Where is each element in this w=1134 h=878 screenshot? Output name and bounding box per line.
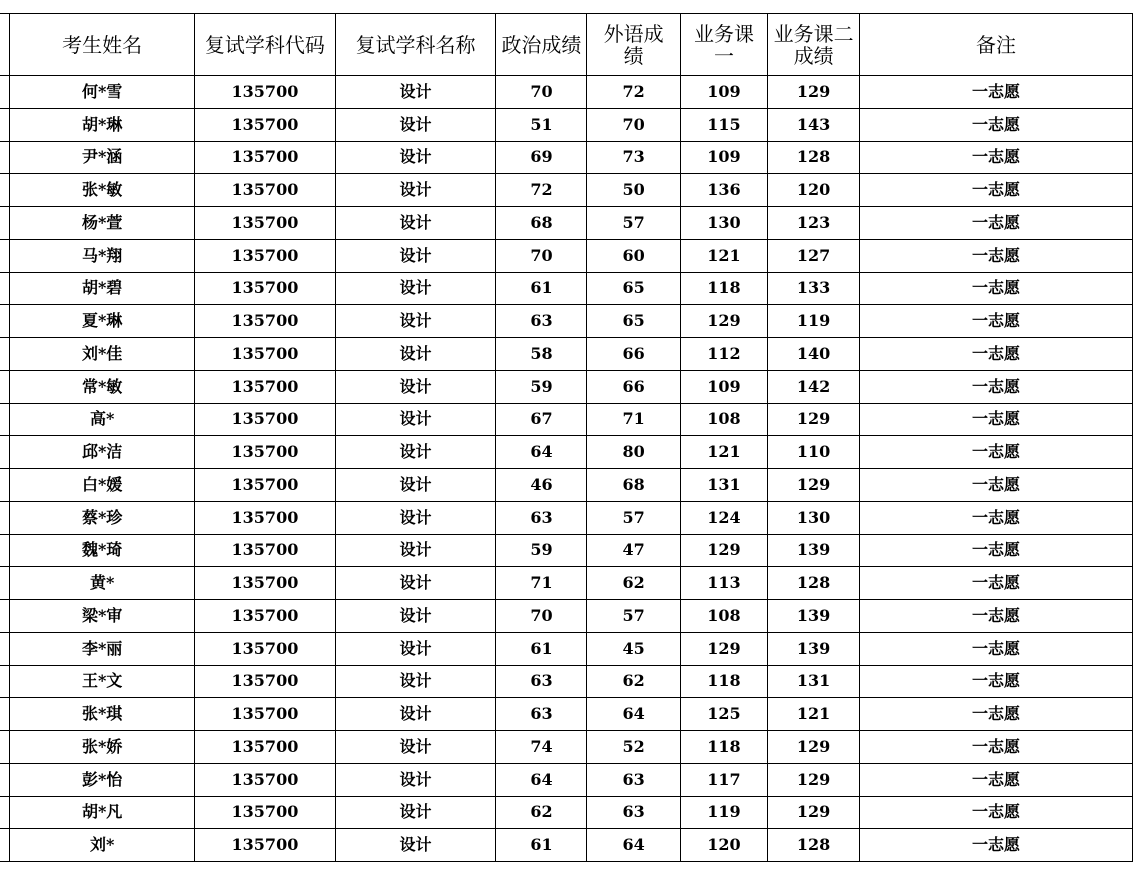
- cell-course-one: 109: [680, 76, 767, 109]
- header-course-two: 业务课二成绩: [768, 14, 860, 76]
- cell-subject-code: 135700: [195, 76, 335, 109]
- cell-course-one: 121: [680, 436, 767, 469]
- cell-name: 张*琪: [10, 698, 195, 731]
- cell-foreign-language: 57: [587, 501, 680, 534]
- table-row: [0, 141, 1133, 174]
- cell-course-one: 129: [680, 632, 767, 665]
- cell-politics: 59: [496, 534, 587, 567]
- cell-subject-name: 设计: [335, 76, 496, 109]
- cell-politics: 59: [496, 370, 587, 403]
- cell-blank: [0, 239, 10, 272]
- cell-blank: [0, 501, 10, 534]
- cell-politics: 63: [496, 305, 587, 338]
- cell-remark: 一志愿: [860, 76, 1133, 109]
- cell-course-two: 143: [768, 108, 860, 141]
- cell-politics: 58: [496, 338, 587, 371]
- cell-name: 杨*萱: [10, 207, 195, 240]
- cell-remark: 一志愿: [860, 600, 1133, 633]
- score-table: [0, 13, 1133, 862]
- cell-name: 胡*碧: [10, 272, 195, 305]
- table-row: [0, 108, 1133, 141]
- cell-course-one: 118: [680, 272, 767, 305]
- cell-subject-name: 设计: [335, 207, 496, 240]
- cell-politics: 72: [496, 174, 587, 207]
- cell-foreign-language: 47: [587, 534, 680, 567]
- cell-remark: 一志愿: [860, 403, 1133, 436]
- header-row: [0, 14, 1133, 76]
- cell-politics: 70: [496, 239, 587, 272]
- cell-foreign-language: 50: [587, 174, 680, 207]
- cell-remark: 一志愿: [860, 272, 1133, 305]
- cell-course-two: 128: [768, 141, 860, 174]
- table-row: [0, 698, 1133, 731]
- table-row: [0, 239, 1133, 272]
- cell-subject-name: 设计: [335, 763, 496, 796]
- cell-politics: 68: [496, 207, 587, 240]
- cell-politics: 70: [496, 600, 587, 633]
- cell-subject-code: 135700: [195, 698, 335, 731]
- cell-course-two: 127: [768, 239, 860, 272]
- cell-remark: 一志愿: [860, 436, 1133, 469]
- cell-subject-name: 设计: [335, 501, 496, 534]
- cell-foreign-language: 60: [587, 239, 680, 272]
- cell-subject-name: 设计: [335, 370, 496, 403]
- table-row: [0, 207, 1133, 240]
- cell-course-two: 142: [768, 370, 860, 403]
- cell-subject-name: 设计: [335, 108, 496, 141]
- cell-politics: 61: [496, 632, 587, 665]
- cell-politics: 64: [496, 436, 587, 469]
- table-row: [0, 632, 1133, 665]
- table-row: [0, 338, 1133, 371]
- cell-course-one: 124: [680, 501, 767, 534]
- cell-subject-code: 135700: [195, 600, 335, 633]
- cell-subject-name: 设计: [335, 403, 496, 436]
- table-row: [0, 76, 1133, 109]
- cell-subject-code: 135700: [195, 731, 335, 764]
- cell-course-two: 128: [768, 567, 860, 600]
- cell-remark: 一志愿: [860, 141, 1133, 174]
- cell-subject-name: 设计: [335, 239, 496, 272]
- cell-remark: 一志愿: [860, 763, 1133, 796]
- cell-course-one: 109: [680, 141, 767, 174]
- cell-subject-code: 135700: [195, 141, 335, 174]
- cell-foreign-language: 72: [587, 76, 680, 109]
- cell-remark: 一志愿: [860, 501, 1133, 534]
- table-row: [0, 567, 1133, 600]
- cell-course-one: 130: [680, 207, 767, 240]
- cell-subject-code: 135700: [195, 763, 335, 796]
- cell-course-one: 131: [680, 469, 767, 502]
- cell-subject-code: 135700: [195, 338, 335, 371]
- cell-name: 常*敏: [10, 370, 195, 403]
- cell-remark: 一志愿: [860, 665, 1133, 698]
- cell-blank: [0, 305, 10, 338]
- cell-course-one: 118: [680, 731, 767, 764]
- cell-subject-name: 设计: [335, 829, 496, 862]
- cell-course-one: 119: [680, 796, 767, 829]
- cell-course-one: 108: [680, 600, 767, 633]
- cell-subject-code: 135700: [195, 501, 335, 534]
- header-politics: 政治成绩: [496, 14, 587, 76]
- cell-subject-code: 135700: [195, 108, 335, 141]
- cell-subject-name: 设计: [335, 632, 496, 665]
- table-row: [0, 829, 1133, 862]
- cell-name: 黄*: [10, 567, 195, 600]
- cell-subject-code: 135700: [195, 567, 335, 600]
- table-row: [0, 763, 1133, 796]
- table-row: [0, 436, 1133, 469]
- cell-politics: 63: [496, 501, 587, 534]
- cell-subject-name: 设计: [335, 338, 496, 371]
- cell-politics: 71: [496, 567, 587, 600]
- cell-blank: [0, 272, 10, 305]
- cell-politics: 51: [496, 108, 587, 141]
- cell-name: 王*文: [10, 665, 195, 698]
- cell-name: 夏*琳: [10, 305, 195, 338]
- cell-course-two: 129: [768, 731, 860, 764]
- cell-blank: [0, 632, 10, 665]
- table-row: [0, 534, 1133, 567]
- cell-blank: [0, 436, 10, 469]
- cell-course-two: 130: [768, 501, 860, 534]
- cell-course-one: 118: [680, 665, 767, 698]
- cell-subject-name: 设计: [335, 534, 496, 567]
- cell-foreign-language: 66: [587, 338, 680, 371]
- cell-blank: [0, 600, 10, 633]
- cell-remark: 一志愿: [860, 698, 1133, 731]
- cell-subject-name: 设计: [335, 665, 496, 698]
- cell-blank: [0, 698, 10, 731]
- cell-blank: [0, 796, 10, 829]
- cell-foreign-language: 73: [587, 141, 680, 174]
- cell-foreign-language: 80: [587, 436, 680, 469]
- cell-remark: 一志愿: [860, 207, 1133, 240]
- cell-foreign-language: 57: [587, 207, 680, 240]
- cell-name: 尹*涵: [10, 141, 195, 174]
- cell-course-one: 136: [680, 174, 767, 207]
- cell-name: 胡*琳: [10, 108, 195, 141]
- cell-name: 张*敏: [10, 174, 195, 207]
- cell-subject-code: 135700: [195, 239, 335, 272]
- cell-foreign-language: 64: [587, 698, 680, 731]
- cell-subject-code: 135700: [195, 370, 335, 403]
- cell-subject-name: 设计: [335, 731, 496, 764]
- cell-foreign-language: 62: [587, 665, 680, 698]
- cell-foreign-language: 65: [587, 305, 680, 338]
- table-row: [0, 665, 1133, 698]
- cell-remark: 一志愿: [860, 174, 1133, 207]
- header-course-one: 业务课一: [680, 14, 767, 76]
- header-remark: 备注: [860, 14, 1133, 76]
- cell-foreign-language: 45: [587, 632, 680, 665]
- cell-course-two: 123: [768, 207, 860, 240]
- cell-foreign-language: 63: [587, 763, 680, 796]
- cell-subject-name: 设计: [335, 698, 496, 731]
- cell-politics: 64: [496, 763, 587, 796]
- cell-foreign-language: 63: [587, 796, 680, 829]
- cell-politics: 63: [496, 698, 587, 731]
- cell-blank: [0, 207, 10, 240]
- cell-name: 马*翔: [10, 239, 195, 272]
- cell-blank: [0, 731, 10, 764]
- cell-politics: 67: [496, 403, 587, 436]
- cell-subject-name: 设计: [335, 305, 496, 338]
- cell-subject-code: 135700: [195, 534, 335, 567]
- cell-politics: 61: [496, 829, 587, 862]
- cell-blank: [0, 403, 10, 436]
- cell-subject-name: 设计: [335, 174, 496, 207]
- cell-blank: [0, 174, 10, 207]
- cell-course-two: 121: [768, 698, 860, 731]
- cell-course-one: 112: [680, 338, 767, 371]
- header-cell-blank: [0, 14, 10, 76]
- cell-course-two: 133: [768, 272, 860, 305]
- cell-blank: [0, 665, 10, 698]
- cell-blank: [0, 76, 10, 109]
- cell-name: 魏*琦: [10, 534, 195, 567]
- cell-subject-code: 135700: [195, 469, 335, 502]
- cell-course-one: 115: [680, 108, 767, 141]
- cell-name: 白*媛: [10, 469, 195, 502]
- cell-course-two: 120: [768, 174, 860, 207]
- cell-course-two: 131: [768, 665, 860, 698]
- cell-politics: 69: [496, 141, 587, 174]
- cell-name: 高*: [10, 403, 195, 436]
- cell-subject-name: 设计: [335, 469, 496, 502]
- cell-remark: 一志愿: [860, 632, 1133, 665]
- table-row: [0, 370, 1133, 403]
- cell-name: 梁*审: [10, 600, 195, 633]
- cell-blank: [0, 763, 10, 796]
- cell-course-two: 128: [768, 829, 860, 862]
- cell-subject-name: 设计: [335, 600, 496, 633]
- cell-course-two: 140: [768, 338, 860, 371]
- cell-blank: [0, 829, 10, 862]
- cell-name: 刘*: [10, 829, 195, 862]
- cell-politics: 63: [496, 665, 587, 698]
- cell-course-two: 119: [768, 305, 860, 338]
- header-subject-code: 复试学科代码: [195, 14, 335, 76]
- table-row: [0, 501, 1133, 534]
- cell-foreign-language: 68: [587, 469, 680, 502]
- cell-remark: 一志愿: [860, 567, 1133, 600]
- cell-subject-code: 135700: [195, 829, 335, 862]
- cell-blank: [0, 370, 10, 403]
- cell-foreign-language: 65: [587, 272, 680, 305]
- cell-remark: 一志愿: [860, 469, 1133, 502]
- cell-subject-code: 135700: [195, 305, 335, 338]
- cell-politics: 62: [496, 796, 587, 829]
- cell-name: 彭*怡: [10, 763, 195, 796]
- cell-blank: [0, 567, 10, 600]
- cell-course-two: 129: [768, 403, 860, 436]
- cell-name: 李*丽: [10, 632, 195, 665]
- cell-course-two: 139: [768, 600, 860, 633]
- cell-foreign-language: 52: [587, 731, 680, 764]
- table-row: [0, 403, 1133, 436]
- cell-politics: 61: [496, 272, 587, 305]
- cell-remark: 一志愿: [860, 338, 1133, 371]
- cell-course-two: 129: [768, 796, 860, 829]
- cell-course-one: 129: [680, 534, 767, 567]
- table-row: [0, 174, 1133, 207]
- cell-subject-code: 135700: [195, 403, 335, 436]
- table-row: [0, 796, 1133, 829]
- cell-subject-code: 135700: [195, 436, 335, 469]
- cell-foreign-language: 64: [587, 829, 680, 862]
- cell-course-one: 109: [680, 370, 767, 403]
- cell-remark: 一志愿: [860, 731, 1133, 764]
- cell-blank: [0, 338, 10, 371]
- table-row: [0, 469, 1133, 502]
- header-subject-name: 复试学科名称: [335, 14, 496, 76]
- cell-subject-name: 设计: [335, 796, 496, 829]
- cell-course-two: 129: [768, 763, 860, 796]
- cell-course-two: 139: [768, 534, 860, 567]
- header-name: 考生姓名: [10, 14, 195, 76]
- cell-foreign-language: 70: [587, 108, 680, 141]
- cell-subject-code: 135700: [195, 665, 335, 698]
- cell-foreign-language: 57: [587, 600, 680, 633]
- cell-course-one: 125: [680, 698, 767, 731]
- cell-course-one: 113: [680, 567, 767, 600]
- cell-name: 何*雪: [10, 76, 195, 109]
- cell-subject-name: 设计: [335, 272, 496, 305]
- cell-remark: 一志愿: [860, 239, 1133, 272]
- cell-blank: [0, 108, 10, 141]
- cell-course-one: 108: [680, 403, 767, 436]
- cell-name: 刘*佳: [10, 338, 195, 371]
- cell-remark: 一志愿: [860, 305, 1133, 338]
- cell-course-two: 110: [768, 436, 860, 469]
- cell-subject-code: 135700: [195, 174, 335, 207]
- cell-course-two: 129: [768, 469, 860, 502]
- cell-name: 张*娇: [10, 731, 195, 764]
- cell-politics: 74: [496, 731, 587, 764]
- header-foreign-language: 外语成绩: [587, 14, 680, 76]
- cell-course-two: 139: [768, 632, 860, 665]
- cell-blank: [0, 469, 10, 502]
- table-row: [0, 731, 1133, 764]
- cell-name: 蔡*珍: [10, 501, 195, 534]
- cell-foreign-language: 66: [587, 370, 680, 403]
- cell-course-one: 121: [680, 239, 767, 272]
- cell-subject-code: 135700: [195, 796, 335, 829]
- cell-course-one: 120: [680, 829, 767, 862]
- cell-subject-name: 设计: [335, 141, 496, 174]
- cell-foreign-language: 62: [587, 567, 680, 600]
- table-body: [0, 76, 1133, 862]
- cell-name: 胡*凡: [10, 796, 195, 829]
- cell-blank: [0, 141, 10, 174]
- cell-course-two: 129: [768, 76, 860, 109]
- table-row: [0, 272, 1133, 305]
- cell-course-one: 129: [680, 305, 767, 338]
- table-row: [0, 305, 1133, 338]
- cell-politics: 70: [496, 76, 587, 109]
- cell-remark: 一志愿: [860, 829, 1133, 862]
- cell-subject-code: 135700: [195, 207, 335, 240]
- cell-remark: 一志愿: [860, 796, 1133, 829]
- cell-blank: [0, 534, 10, 567]
- cell-subject-code: 135700: [195, 632, 335, 665]
- cell-name: 邱*洁: [10, 436, 195, 469]
- cell-remark: 一志愿: [860, 108, 1133, 141]
- cell-subject-name: 设计: [335, 436, 496, 469]
- cell-remark: 一志愿: [860, 534, 1133, 567]
- cell-remark: 一志愿: [860, 370, 1133, 403]
- cell-course-one: 117: [680, 763, 767, 796]
- cell-politics: 46: [496, 469, 587, 502]
- cell-subject-code: 135700: [195, 272, 335, 305]
- cell-subject-name: 设计: [335, 567, 496, 600]
- table-header: [0, 14, 1133, 76]
- table-row: [0, 600, 1133, 633]
- cell-foreign-language: 71: [587, 403, 680, 436]
